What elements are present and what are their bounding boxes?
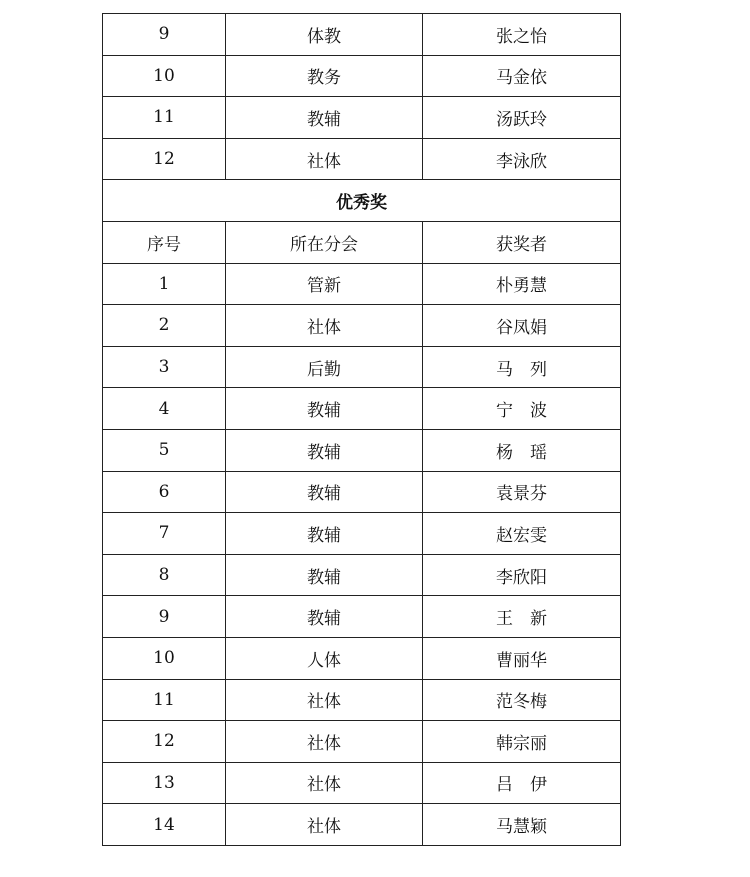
- cell-number: 6: [103, 471, 226, 513]
- cell-branch: 社体: [226, 762, 423, 804]
- table-row: [103, 679, 621, 721]
- table-row: [103, 471, 621, 513]
- cell-branch: 管新: [226, 263, 423, 305]
- cell-number: 1: [103, 263, 226, 305]
- cell-number: 13: [103, 762, 226, 804]
- cell-winner: 韩宗丽: [423, 721, 621, 763]
- cell-number: 4: [103, 388, 226, 430]
- table-row: [103, 513, 621, 555]
- awards-table: [102, 13, 621, 846]
- table-row: [103, 762, 621, 804]
- cell-branch: 体教: [226, 14, 423, 56]
- cell-number: 5: [103, 429, 226, 471]
- cell-number: 14: [103, 804, 226, 846]
- cell-winner: 马慧颖: [423, 804, 621, 846]
- cell-branch: 教辅: [226, 554, 423, 596]
- cell-number: 9: [103, 596, 226, 638]
- cell-number: 10: [103, 55, 226, 97]
- table-row: [103, 554, 621, 596]
- table-row: [103, 596, 621, 638]
- cell-number: 12: [103, 721, 226, 763]
- cell-branch: 社体: [226, 679, 423, 721]
- cell-branch: 人体: [226, 637, 423, 679]
- cell-winner: 张之怡: [423, 14, 621, 56]
- header-number: 序号: [103, 221, 226, 263]
- table-row: [103, 429, 621, 471]
- cell-winner: 李欣阳: [423, 554, 621, 596]
- header-winner: 获奖者: [423, 221, 621, 263]
- cell-branch: 教辅: [226, 513, 423, 555]
- cell-winner: 朴勇慧: [423, 263, 621, 305]
- cell-branch: 社体: [226, 721, 423, 763]
- cell-winner: 吕 伊: [423, 762, 621, 804]
- table-row: [103, 804, 621, 846]
- section-title: 优秀奖: [103, 180, 621, 222]
- cell-winner: 马金依: [423, 55, 621, 97]
- cell-branch: 社体: [226, 804, 423, 846]
- cell-number: 3: [103, 346, 226, 388]
- cell-number: 11: [103, 97, 226, 139]
- cell-branch: 社体: [226, 138, 423, 180]
- cell-winner: 谷凤娟: [423, 305, 621, 347]
- cell-winner: 汤跃玲: [423, 97, 621, 139]
- cell-number: 10: [103, 637, 226, 679]
- table-row: [103, 637, 621, 679]
- cell-branch: 教辅: [226, 471, 423, 513]
- awards-table-body: [103, 14, 621, 846]
- table-row: [103, 97, 621, 139]
- table-row: [103, 263, 621, 305]
- cell-branch: 教辅: [226, 429, 423, 471]
- cell-winner: 马 列: [423, 346, 621, 388]
- cell-branch: 教辅: [226, 596, 423, 638]
- table-row: [103, 138, 621, 180]
- cell-branch: 后勤: [226, 346, 423, 388]
- table-row: [103, 388, 621, 430]
- cell-branch: 教辅: [226, 97, 423, 139]
- cell-branch: 教辅: [226, 388, 423, 430]
- cell-winner: 王 新: [423, 596, 621, 638]
- cell-branch: 教务: [226, 55, 423, 97]
- table-row: [103, 346, 621, 388]
- table-row: [103, 55, 621, 97]
- header-row: [103, 221, 621, 263]
- cell-winner: 赵宏雯: [423, 513, 621, 555]
- cell-winner: 袁景芬: [423, 471, 621, 513]
- cell-winner: 杨 瑶: [423, 429, 621, 471]
- cell-branch: 社体: [226, 305, 423, 347]
- cell-number: 8: [103, 554, 226, 596]
- table-row: [103, 721, 621, 763]
- cell-number: 11: [103, 679, 226, 721]
- table-row: [103, 14, 621, 56]
- cell-winner: 李泳欣: [423, 138, 621, 180]
- cell-winner: 宁 波: [423, 388, 621, 430]
- section-row: [103, 180, 621, 222]
- header-branch: 所在分会: [226, 221, 423, 263]
- cell-number: 9: [103, 14, 226, 56]
- cell-number: 7: [103, 513, 226, 555]
- cell-number: 12: [103, 138, 226, 180]
- table-row: [103, 305, 621, 347]
- cell-winner: 曹丽华: [423, 637, 621, 679]
- cell-winner: 范冬梅: [423, 679, 621, 721]
- cell-number: 2: [103, 305, 226, 347]
